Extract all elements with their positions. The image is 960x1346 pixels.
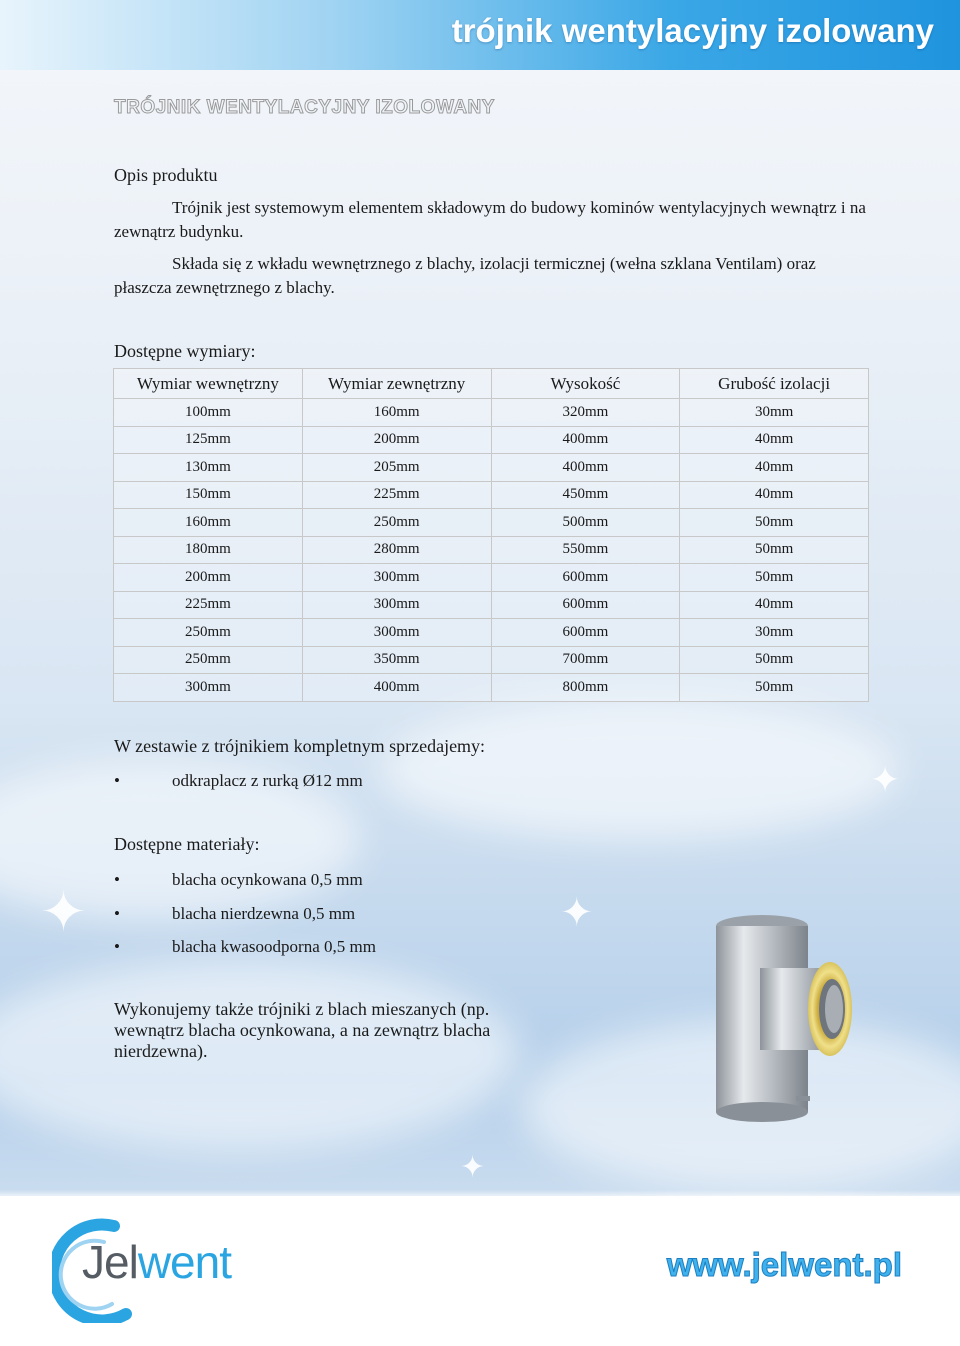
material-item-text: blacha ocynkowana 0,5 mm bbox=[172, 870, 363, 889]
table-cell: 250mm bbox=[114, 619, 303, 647]
sparkle-icon: ✦ bbox=[40, 880, 87, 945]
sparkle-icon: ✦ bbox=[560, 890, 594, 936]
description-paragraph-2 bbox=[114, 252, 874, 300]
table-cell: 250mm bbox=[302, 509, 491, 537]
description-text-1: Trójnik jest systemowym elementem składowym do budowy kominów wentylacyjnych wewnątrz i na zewnątrz budynku. bbox=[114, 198, 866, 241]
banner-title: trójnik wentylacyjny izolowany bbox=[451, 12, 934, 49]
table-cell: 300mm bbox=[302, 564, 491, 592]
table-cell: 200mm bbox=[114, 564, 303, 592]
table-cell: 125mm bbox=[114, 426, 303, 454]
description-paragraph-1 bbox=[114, 196, 874, 244]
logo-wordmark-part: went bbox=[137, 1236, 231, 1288]
table-cell: 50mm bbox=[680, 509, 869, 537]
inner-pipe-edge bbox=[825, 985, 843, 1033]
description-text-2: Składa się z wkładu wewnętrznego z blachy, izolacji termicznej (wełna szklana Ventilam) oraz płaszcza zewnętrznego z blachy. bbox=[114, 254, 816, 297]
table-cell: 50mm bbox=[680, 564, 869, 592]
mixed-sheet-note: Wykonujemy także trójniki z blach mieszanych (np. wewnątrz blacha ocynkowana, a na zewnątrz blacha nierdzewna). bbox=[114, 999, 491, 1061]
bullet-icon: • bbox=[114, 771, 120, 790]
table-row bbox=[114, 564, 869, 592]
table-cell: 100mm bbox=[114, 399, 303, 427]
column-header: Wymiar wewnętrzny bbox=[114, 369, 303, 399]
table-cell: 300mm bbox=[302, 619, 491, 647]
table-cell: 550mm bbox=[491, 536, 680, 564]
table-row bbox=[114, 674, 869, 702]
table-row bbox=[114, 399, 869, 427]
table-cell: 40mm bbox=[680, 481, 869, 509]
table-cell: 40mm bbox=[680, 426, 869, 454]
table-cell: 500mm bbox=[491, 509, 680, 537]
table-cell: 30mm bbox=[680, 399, 869, 427]
table-cell: 300mm bbox=[114, 674, 303, 702]
column-header: Wymiar zewnętrzny bbox=[302, 369, 491, 399]
table-cell: 450mm bbox=[491, 481, 680, 509]
table-cell: 225mm bbox=[114, 591, 303, 619]
table-cell: 280mm bbox=[302, 536, 491, 564]
table-cell: 40mm bbox=[680, 454, 869, 482]
table-cell: 150mm bbox=[114, 481, 303, 509]
table-cell: 400mm bbox=[491, 454, 680, 482]
table-cell: 50mm bbox=[680, 674, 869, 702]
kit-label: W zestawie z trójnikiem kompletnym sprzedajemy: bbox=[114, 736, 486, 756]
kit-item-text: odkraplacz z rurką Ø12 mm bbox=[172, 771, 363, 790]
bullet-icon: • bbox=[114, 937, 120, 956]
table-cell: 130mm bbox=[114, 454, 303, 482]
dimensions-table bbox=[113, 368, 869, 702]
table-row bbox=[114, 454, 869, 482]
dimensions-label: Dostępne wymiary: bbox=[114, 341, 256, 361]
table-cell: 320mm bbox=[491, 399, 680, 427]
table-cell: 50mm bbox=[680, 646, 869, 674]
material-item-text: blacha kwasoodporna 0,5 mm bbox=[172, 937, 376, 956]
table-row bbox=[114, 619, 869, 647]
table-cell: 800mm bbox=[491, 674, 680, 702]
table-cell: 225mm bbox=[302, 481, 491, 509]
table-cell: 30mm bbox=[680, 619, 869, 647]
sparkle-icon: ✦ bbox=[870, 760, 901, 801]
table-cell: 400mm bbox=[491, 426, 680, 454]
table-cell: 50mm bbox=[680, 536, 869, 564]
table-header-row bbox=[114, 369, 869, 399]
table-cell: 160mm bbox=[302, 399, 491, 427]
table-cell: 200mm bbox=[302, 426, 491, 454]
materials-label: Dostępne materiały: bbox=[114, 834, 260, 854]
table-row bbox=[114, 426, 869, 454]
table-cell: 600mm bbox=[491, 619, 680, 647]
website-link[interactable]: www.jelwent.pl bbox=[666, 1246, 902, 1283]
table-cell: 300mm bbox=[302, 591, 491, 619]
table-cell: 160mm bbox=[114, 509, 303, 537]
table-cell: 400mm bbox=[302, 674, 491, 702]
column-header: Wysokość bbox=[491, 369, 680, 399]
table-row bbox=[114, 481, 869, 509]
logo-wordmark-part: Jel bbox=[82, 1236, 138, 1288]
drain-stub bbox=[796, 1096, 810, 1101]
table-cell: 205mm bbox=[302, 454, 491, 482]
bottom-rim bbox=[716, 1102, 808, 1122]
bullet-icon: • bbox=[114, 870, 120, 889]
bullet-icon: • bbox=[114, 903, 120, 923]
table-cell: 600mm bbox=[491, 564, 680, 592]
table-row bbox=[114, 591, 869, 619]
top-banner bbox=[0, 0, 960, 70]
table-cell: 180mm bbox=[114, 536, 303, 564]
description-label: Opis produktu bbox=[114, 165, 218, 185]
table-cell: 350mm bbox=[302, 646, 491, 674]
column-header: Grubość izolacji bbox=[680, 369, 869, 399]
table-row bbox=[114, 646, 869, 674]
table-row bbox=[114, 536, 869, 564]
document-heading: TRÓJNIK WENTYLACYJNY IZOLOWANY bbox=[114, 97, 495, 118]
material-item-text: blacha nierdzewna 0,5 mm bbox=[172, 903, 356, 923]
table-row bbox=[114, 509, 869, 537]
sparkle-icon: ✦ bbox=[460, 1150, 486, 1185]
table-cell: 600mm bbox=[491, 591, 680, 619]
cloud-decoration bbox=[380, 700, 900, 840]
table-cell: 40mm bbox=[680, 591, 869, 619]
product-image bbox=[700, 910, 860, 1140]
table-cell: 700mm bbox=[491, 646, 680, 674]
logo-wordmark bbox=[82, 1235, 231, 1289]
table-cell: 250mm bbox=[114, 646, 303, 674]
